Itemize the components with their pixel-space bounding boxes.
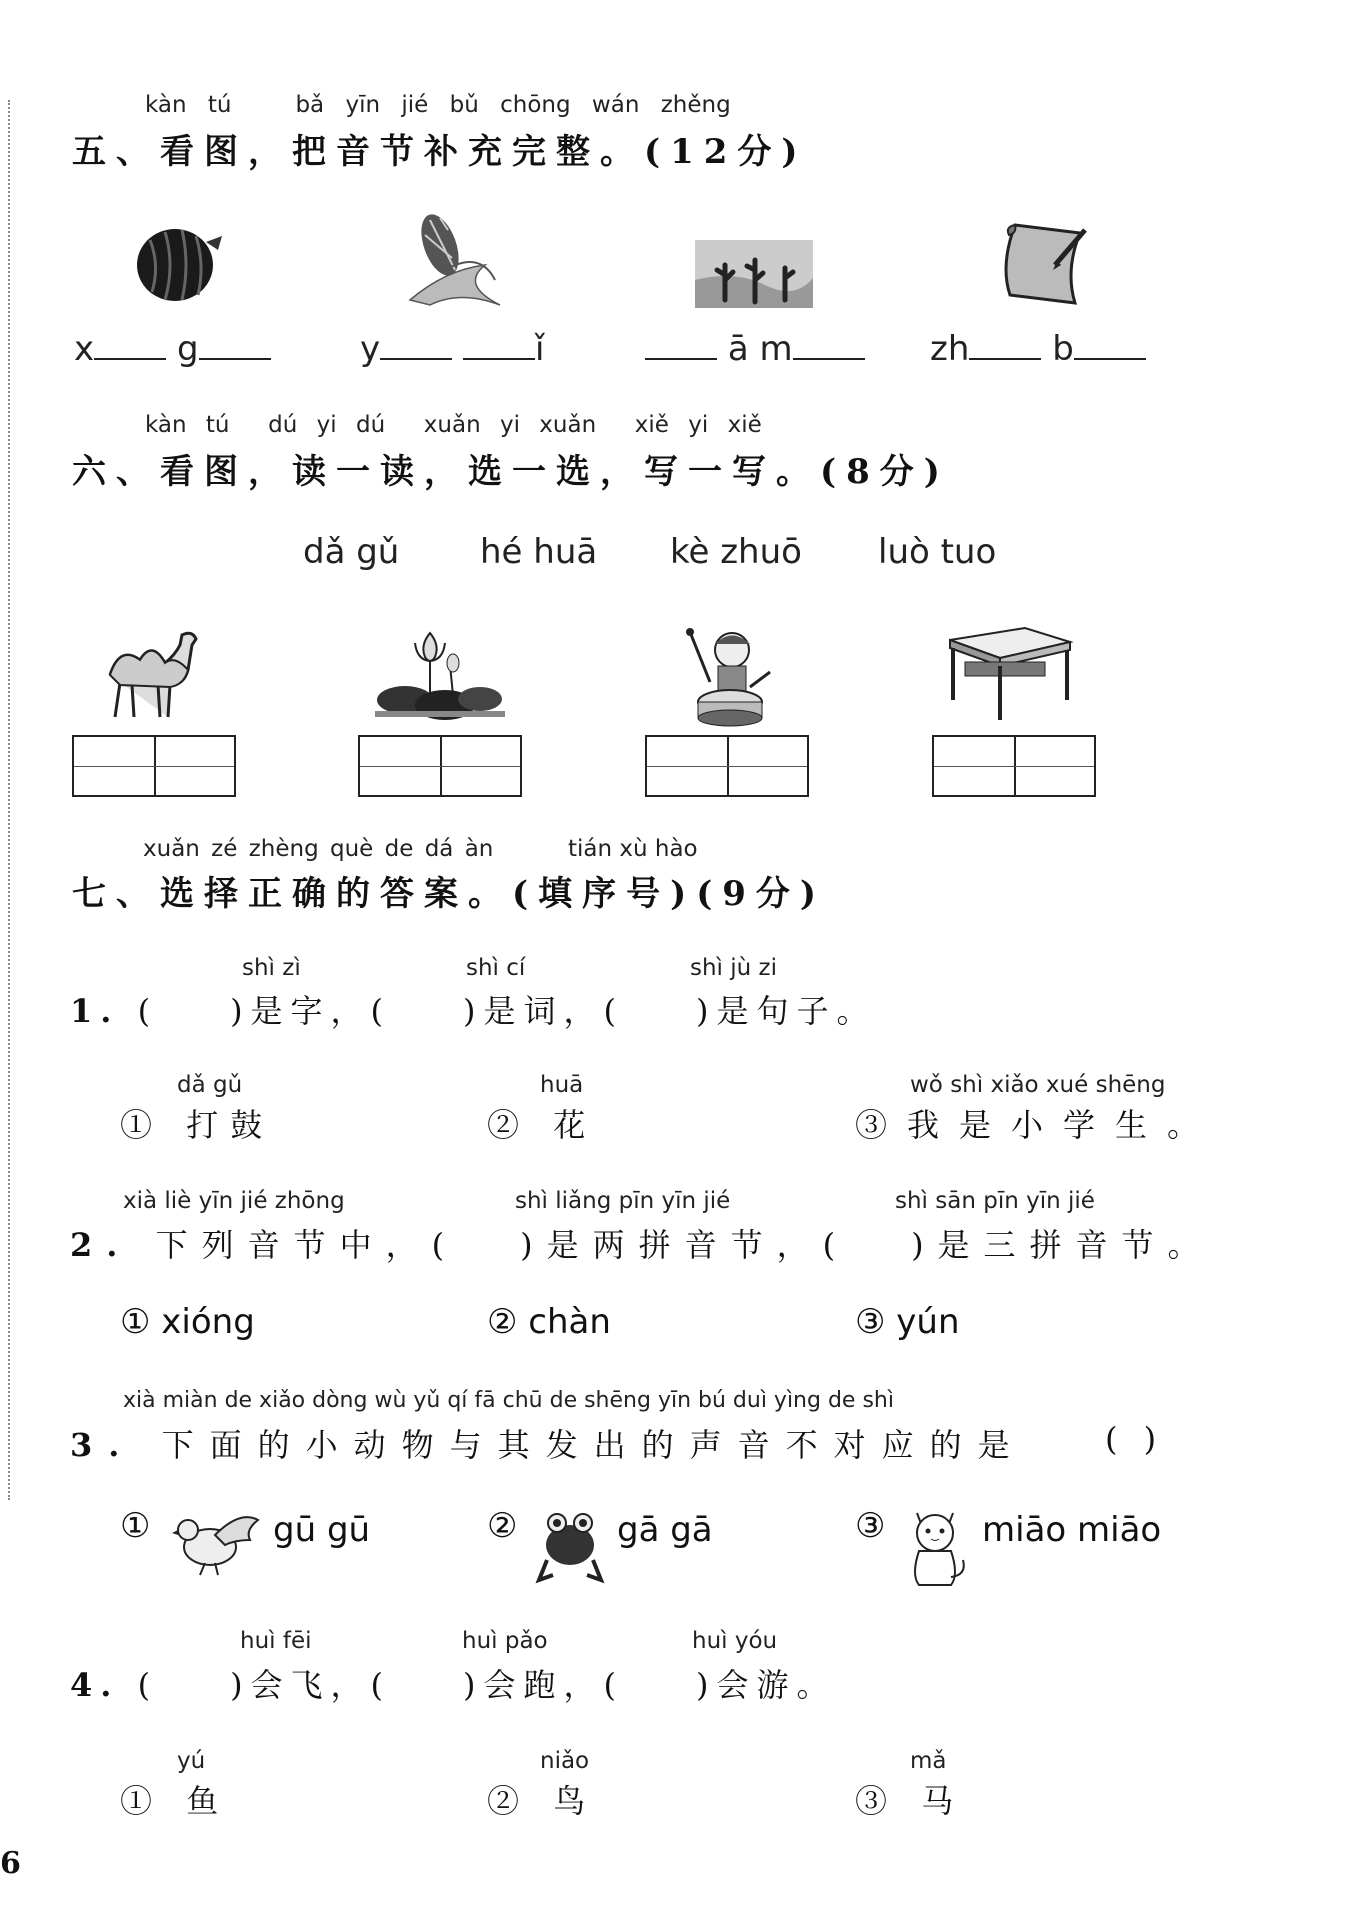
q1-pinyin: shì jù zi: [690, 955, 778, 981]
margin-dotted-line: [8, 100, 10, 1500]
option-pinyin: mǎ: [910, 1748, 947, 1774]
q3-answer-paren[interactable]: ( ): [1105, 1420, 1165, 1458]
blank-watermelon: x g: [74, 328, 271, 369]
lotus-image: [375, 625, 505, 725]
q3-option-1-sound: gū gū: [273, 1510, 371, 1550]
page-number: 6: [0, 1846, 21, 1881]
q1-option-2[interactable]: ② 花: [487, 1106, 598, 1144]
paper-and-pen-image: [995, 215, 1095, 310]
q4-option-2[interactable]: ② 鸟: [487, 1782, 598, 1820]
q3-pinyin: xià miàn de xiǎo dòng wù yǔ qí fā chū de shēng yīn bú duì yìng de shì: [123, 1388, 894, 1413]
blank-line[interactable]: [94, 328, 166, 360]
corn-image: [400, 210, 520, 315]
writing-grid[interactable]: [645, 735, 809, 797]
q3-option-2-mark[interactable]: ②: [487, 1506, 518, 1546]
blank-line[interactable]: [969, 328, 1041, 360]
blank-paper: zh b: [930, 328, 1146, 369]
word-option: kè zhuō: [670, 532, 802, 572]
question-4: 4. ( )会飞，( )会跑，( )会游。: [70, 1666, 837, 1704]
section6-title: 六、看图，读一读，选一选，写一写。(8分): [72, 452, 950, 492]
question-3: 3. 下面的小动物与其发出的声音不对应的是: [70, 1426, 1026, 1464]
watermelon-image: [130, 220, 230, 305]
section5-title: 五、看图，把音节补充完整。(12分): [72, 132, 808, 172]
q3-option-2-sound: gā gā: [617, 1510, 713, 1550]
option-pinyin: wǒ shì xiǎo xué shēng: [910, 1072, 1166, 1098]
section5-pinyin: kàn tú bǎ yīn jié bǔ chōng wán zhěng: [145, 92, 731, 118]
word-option: hé huā: [480, 532, 598, 572]
q2-pinyin: xià liè yīn jié zhōng: [123, 1188, 345, 1214]
q1-option-3[interactable]: ③我是小学生。: [855, 1106, 1220, 1144]
frog-image: [535, 1505, 605, 1585]
section6-pinyin: kàn tú dú yi dú xuǎn yi xuǎn xiě yi xiě: [145, 412, 762, 438]
section7-pinyin: xuǎn zé zhèng què de dá àn: [143, 836, 494, 862]
blank-line[interactable]: [199, 328, 271, 360]
q2-pinyin: shì sān pīn yīn jié: [895, 1188, 1095, 1214]
option-pinyin: yú: [177, 1748, 206, 1774]
blank-line[interactable]: [1074, 328, 1146, 360]
blank-line[interactable]: [463, 328, 535, 360]
q3-option-3-sound: miāo miāo: [982, 1510, 1162, 1550]
section7-title: 七、选择正确的答案。(填序号)(9分): [72, 874, 827, 914]
q2-option-3[interactable]: ③ yún: [855, 1302, 960, 1342]
section7-pinyin-b: tián xù hào: [568, 836, 698, 862]
word-option: luò tuo: [878, 532, 997, 572]
q3-option-1-mark[interactable]: ①: [120, 1506, 151, 1546]
option-pinyin: dǎ gǔ: [177, 1072, 243, 1098]
q1-pinyin: shì cí: [466, 955, 526, 981]
q2-option-2[interactable]: ② chàn: [487, 1302, 611, 1342]
q4-option-1[interactable]: ① 鱼: [120, 1782, 231, 1820]
q2-option-1[interactable]: ① xióng: [120, 1302, 255, 1342]
q1-pinyin: shì zì: [242, 955, 301, 981]
q1-option-1[interactable]: ① 打鼓: [120, 1106, 275, 1144]
writing-grid[interactable]: [358, 735, 522, 797]
blank-desert: ā m: [645, 328, 865, 369]
blank-line[interactable]: [793, 328, 865, 360]
q3-option-3-mark[interactable]: ③: [855, 1506, 886, 1546]
q4-pinyin: huì pǎo: [462, 1628, 548, 1654]
blank-corn: y ǐ: [360, 329, 545, 369]
question-2: 2. 下列音节中，( )是两拼音节，( )是三拼音节。: [70, 1226, 1214, 1264]
word-option: dǎ gǔ: [303, 532, 400, 572]
q4-pinyin: huì yóu: [692, 1628, 778, 1654]
question-1: 1. ( )是字，( )是词，( )是句子。: [70, 992, 877, 1030]
q4-option-3[interactable]: ③ 马: [855, 1782, 966, 1820]
writing-grid[interactable]: [72, 735, 236, 797]
cat-image: [905, 1505, 970, 1590]
blank-line[interactable]: [380, 328, 452, 360]
desert-plants-image: [695, 240, 815, 310]
camel-image: [100, 625, 210, 725]
boy-drum-image: [680, 622, 780, 727]
option-pinyin: huā: [540, 1072, 584, 1098]
q2-pinyin: shì liǎng pīn yīn jié: [515, 1188, 731, 1214]
desk-image: [945, 620, 1075, 730]
option-pinyin: niǎo: [540, 1748, 590, 1774]
q4-pinyin: huì fēi: [240, 1628, 312, 1654]
dove-image: [170, 1505, 260, 1580]
blank-line[interactable]: [645, 328, 717, 360]
writing-grid[interactable]: [932, 735, 1096, 797]
